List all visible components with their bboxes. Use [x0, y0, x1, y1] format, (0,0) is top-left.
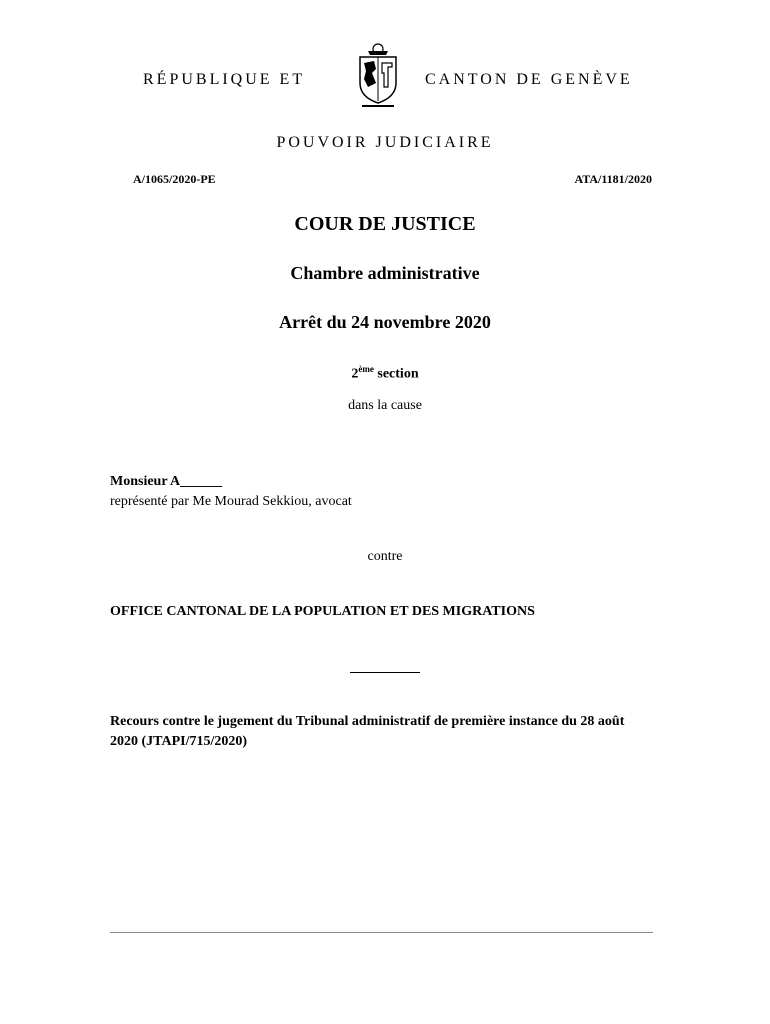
geneva-crest-icon: [352, 43, 404, 111]
footer-divider: [110, 932, 653, 933]
cause-label: dans la cause: [348, 398, 422, 413]
section-number: 2: [351, 366, 359, 382]
appellant-representation: représenté par Me Mourad Sekkiou, avocat: [110, 494, 352, 509]
appeal-subject: Recours contre le jugement du Tribunal administratif de première instance du 28 août 2020 (JTAPI/715/2020): [110, 714, 625, 749]
separator-line: [350, 672, 420, 673]
judgment-date-title: Arrêt du 24 novembre 2020: [279, 312, 491, 332]
header-republique: RÉPUBLIQUE ET: [143, 71, 306, 88]
respondent-name: OFFICE CANTONAL DE LA POPULATION ET DES MIGRATIONS: [110, 604, 535, 619]
contre-label: contre: [367, 549, 403, 564]
judgment-reference: ATA/1181/2020: [574, 172, 652, 186]
case-reference: A/1065/2020-PE: [133, 172, 216, 186]
header-canton: CANTON DE GENÈVE: [425, 71, 633, 88]
chamber-title: Chambre administrative: [290, 263, 480, 283]
court-title: COUR DE JUSTICE: [294, 213, 476, 235]
header-pouvoir-judiciaire: POUVOIR JUDICIAIRE: [276, 134, 494, 151]
appellant-name: Monsieur A______: [110, 474, 223, 489]
section-label: [0, 364, 770, 383]
section-superscript: ème: [358, 364, 374, 374]
section-word: section: [373, 366, 419, 382]
